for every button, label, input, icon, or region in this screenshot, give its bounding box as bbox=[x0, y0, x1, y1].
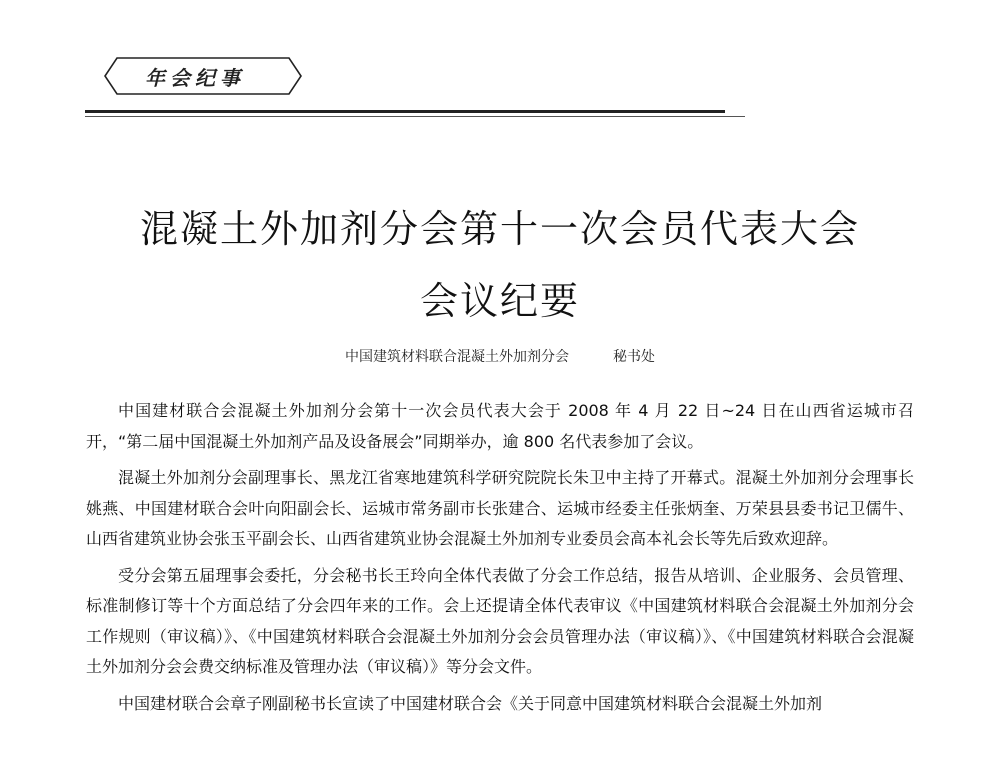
byline-organization: 中国建筑材料联合混凝土外加剂分会 bbox=[345, 349, 569, 365]
byline-office: 秘书处 bbox=[613, 349, 655, 365]
paragraph: 中国建材联合会章子刚副秘书长宣读了中国建材联合会《关于同意中国建筑材料联合会混凝土外加剂 bbox=[118, 693, 823, 713]
paragraph: 受分会第五届理事会委托，分会秘书长王玲向全体代表做了分会工作总结，报告从培训、企业服务、会员管理、标准制修订等十个方面总结了分会四年来的工作。会上还提请全体代表审议《中国建筑材料联合会混凝土外加剂分会工作规则（审议稿）》、《中国建筑材料联合会混凝土外加剂分会会员管理办法（审议稿）》、《中国建筑材料联合会混凝土外加剂分会会费交纳标准及管理办法（审议稿）》等分会文件。 bbox=[86, 565, 914, 676]
paragraph: 混凝土外加剂分会副理事长、黑龙江省寒地建筑科学研究院院长朱卫中主持了开幕式。混凝土外加剂分会理事长姚燕、中国建材联合会叶向阳副会长、运城市常务副市长张建合、运城市经委主任张炳奎、万荣县县委书记卫儒牛、山西省建筑业协会张玉平副会长、山西省建筑业协会混凝土外加剂专业委员会高本礼会长等先后致欢迎辞。 bbox=[86, 468, 914, 548]
section-label: 年会纪事 bbox=[145, 66, 245, 90]
header-rule-thick bbox=[85, 110, 725, 113]
header-rule-thin bbox=[85, 116, 745, 117]
section-header bbox=[85, 52, 745, 122]
article-subtitle: 会议纪要 bbox=[419, 279, 580, 323]
section-tab bbox=[103, 56, 293, 92]
article-body bbox=[86, 396, 914, 725]
article-title: 混凝土外加剂分会第十一次会员代表大会 bbox=[139, 207, 860, 251]
byline bbox=[0, 346, 1000, 366]
paragraph: 中国建材联合会混凝土外加剂分会第十一次会员代表大会于 2008 年 4 月 22 日~24 日在山西省运城市召开，“第二届中国混凝土外加剂产品及设备展会”同期举办，逾 800 名代表参加了会议。 bbox=[86, 401, 914, 451]
